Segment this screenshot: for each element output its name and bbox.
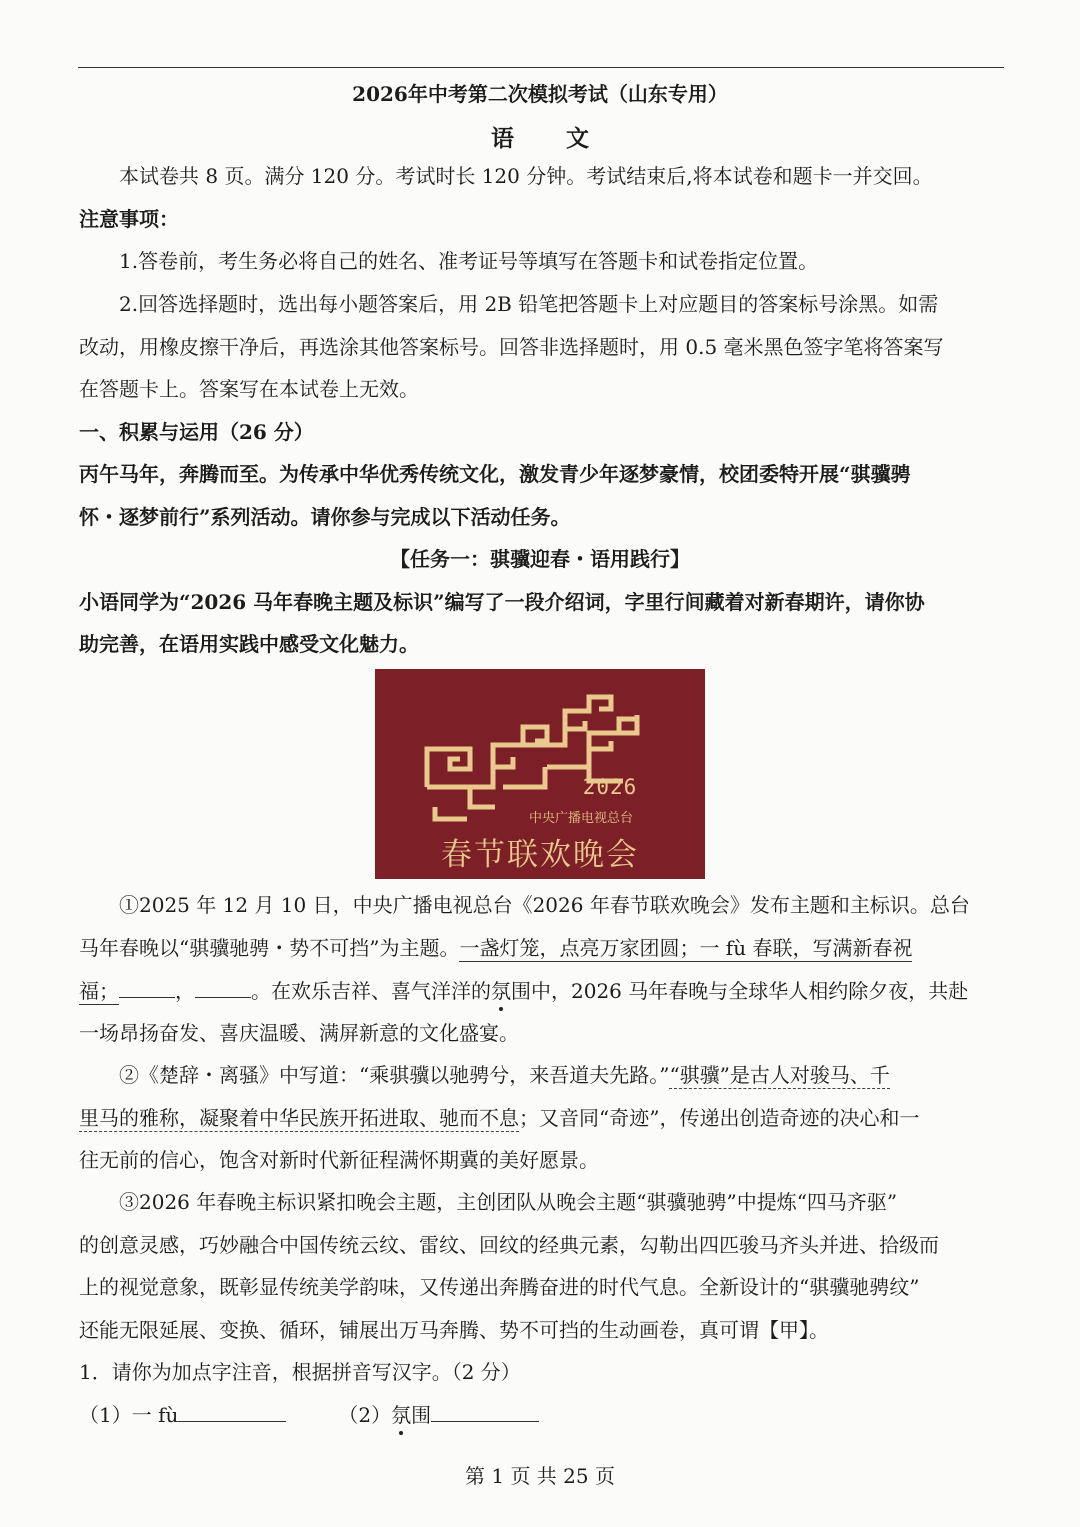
logo-year: 2026 bbox=[582, 775, 638, 799]
task-1-line-1: 小语同学为“2026 马年春晚主题及标识”编写了一段介绍词，字里行间藏着对新春期许，请你协 bbox=[79, 590, 925, 614]
passage-p1-line-2 bbox=[79, 934, 1009, 962]
task-1-line-2: 助完善，在语用实践中感受文化魅力。 bbox=[79, 632, 419, 656]
passage-p1-line-4: 一场昂扬奋发、喜庆温暖、满屏新意的文化盛宴。 bbox=[79, 1021, 519, 1045]
section-1-intro-line-2: 怀・逐梦前行”系列活动。请你参与完成以下活动任务。 bbox=[79, 505, 571, 529]
question-1-dotted-fen: 氛 bbox=[391, 1403, 412, 1427]
passage-p2-wavy: “骐骥”是古人对骏马、千 bbox=[669, 1063, 890, 1087]
dotted-char-fen: 氛 bbox=[491, 979, 511, 1003]
notes-item-2-line-1: 2.回答选择题时，选出每小题答案后，用 2B 铅笔把答题卡上对应题目的答案标号涂黑。如需 bbox=[119, 292, 939, 316]
notes-item-2-line-2: 改动，用橡皮擦干净后，再选涂其他答案标号。回答非选择题时，用 0.5 毫米黑色签字笔将答案写 bbox=[79, 335, 944, 359]
answer-blank-1[interactable] bbox=[119, 977, 175, 998]
notes-heading: 注意事项： bbox=[79, 207, 179, 231]
passage-p3-line-4: 还能无限延展、变换、循环，铺展出万马奔腾、势不可挡的生动画卷，真可谓【甲】。 bbox=[79, 1318, 829, 1342]
section-1-intro-line-1: 丙午马年，奔腾而至。为传承中华优秀传统文化，激发青少年逐梦豪情，校团委特开展“骐骥骋 bbox=[79, 462, 911, 486]
question-1-parts bbox=[79, 1401, 1009, 1429]
passage-p2-text: ；又音同“奇迹”，传递出创造奇迹的决心和一 bbox=[519, 1106, 920, 1130]
question-1-part-2-prefix: （2） bbox=[338, 1403, 392, 1427]
passage-p1-line-3 bbox=[79, 977, 1009, 1005]
passage-p3-line-1: ③2026 年春晚主标识紧扣晚会主题，主创团队从晚会主题“骐骥驰骋”中提炼“四马齐驱” bbox=[119, 1190, 898, 1214]
passage-p1-underlined-end: 福； bbox=[79, 979, 119, 1003]
section-1-heading: 一、积累与运用（26 分） bbox=[79, 420, 314, 444]
passage-p2-line-1 bbox=[119, 1061, 1009, 1089]
passage-p2-wavy-end: 里马的雅称，凝聚着中华民族开拓进取、驰而不息 bbox=[79, 1106, 519, 1130]
question-1-part-2-suffix: 围 bbox=[411, 1403, 432, 1427]
passage-p3-line-2: 的创意灵感，巧妙融合中国传统云纹、雷纹、回纹的经典元素，勾勒出四匹骏马齐头并进、拾级而 bbox=[79, 1233, 939, 1257]
question-1-answer-1[interactable] bbox=[178, 1401, 286, 1422]
notes-item-1: 1.答卷前，考生务必将自己的姓名、准考证号等填写在答题卡和试卷指定位置。 bbox=[119, 249, 819, 273]
logo-name: 春节联欢晚会 bbox=[441, 837, 639, 873]
passage-comma: ， bbox=[175, 979, 195, 1003]
logo-org: 中央广播电视总台 bbox=[528, 811, 633, 826]
passage-p2-line-2 bbox=[79, 1104, 1009, 1132]
page-number: 第 1 页 共 25 页 bbox=[465, 1464, 615, 1488]
answer-blank-2[interactable] bbox=[195, 977, 251, 998]
question-1-answer-2[interactable] bbox=[431, 1401, 539, 1422]
passage-p1-theme: 马年春晚以“骐骥驰骋・势不可挡”为主题。 bbox=[79, 936, 460, 960]
question-1-part-1: （1）一 fù bbox=[79, 1403, 179, 1427]
passage-p1-text: 。在欢乐吉祥、喜气洋洋的 bbox=[251, 979, 491, 1003]
passage-p3-line-3: 上的视觉意象，既彰显传统美学韵味，又传递出奔腾奋进的时代气息。全新设计的“骐骥驰骋纹” bbox=[79, 1275, 920, 1299]
passage-p1-underlined: 一盏灯笼，点亮万家团圆；一 fù 春联，写满新春祝 bbox=[459, 936, 913, 960]
passage-p1-text-end: 围中，2026 马年春晚与全球华人相约除夕夜，共赴 bbox=[511, 979, 969, 1003]
gala-logo bbox=[375, 669, 705, 879]
subject-title: 语 文 bbox=[490, 125, 611, 152]
passage-p2-line-3: 往无前的信心，饱含对新时代新征程满怀期冀的美好愿景。 bbox=[79, 1148, 599, 1172]
passage-p2-quote: ②《楚辞・离骚》中写道：“乘骐骥以驰骋兮，来吾道夫先路。” bbox=[119, 1063, 670, 1087]
notes-item-2-line-3: 在答题卡上。答案写在本试卷上无效。 bbox=[79, 377, 419, 401]
task-1-title: 【任务一：骐骥迎春・语用践行】 bbox=[390, 547, 690, 571]
exam-title: 2026年中考第二次模拟考试（山东专用） bbox=[352, 82, 728, 106]
exam-intro: 本试卷共 8 页。满分 120 分。考试时长 120 分钟。考试结束后,将本试卷和题卡一并交回。 bbox=[119, 164, 933, 188]
question-1-prompt: 1．请你为加点字注音，根据拼音写汉字。（2 分） bbox=[79, 1360, 521, 1384]
passage-p1-line-1: ①2025 年 12 月 10 日，中央广播电视总台《2026 年春节联欢晚会》发布主题和主标识。总台 bbox=[119, 893, 970, 917]
top-rule bbox=[78, 67, 1004, 68]
